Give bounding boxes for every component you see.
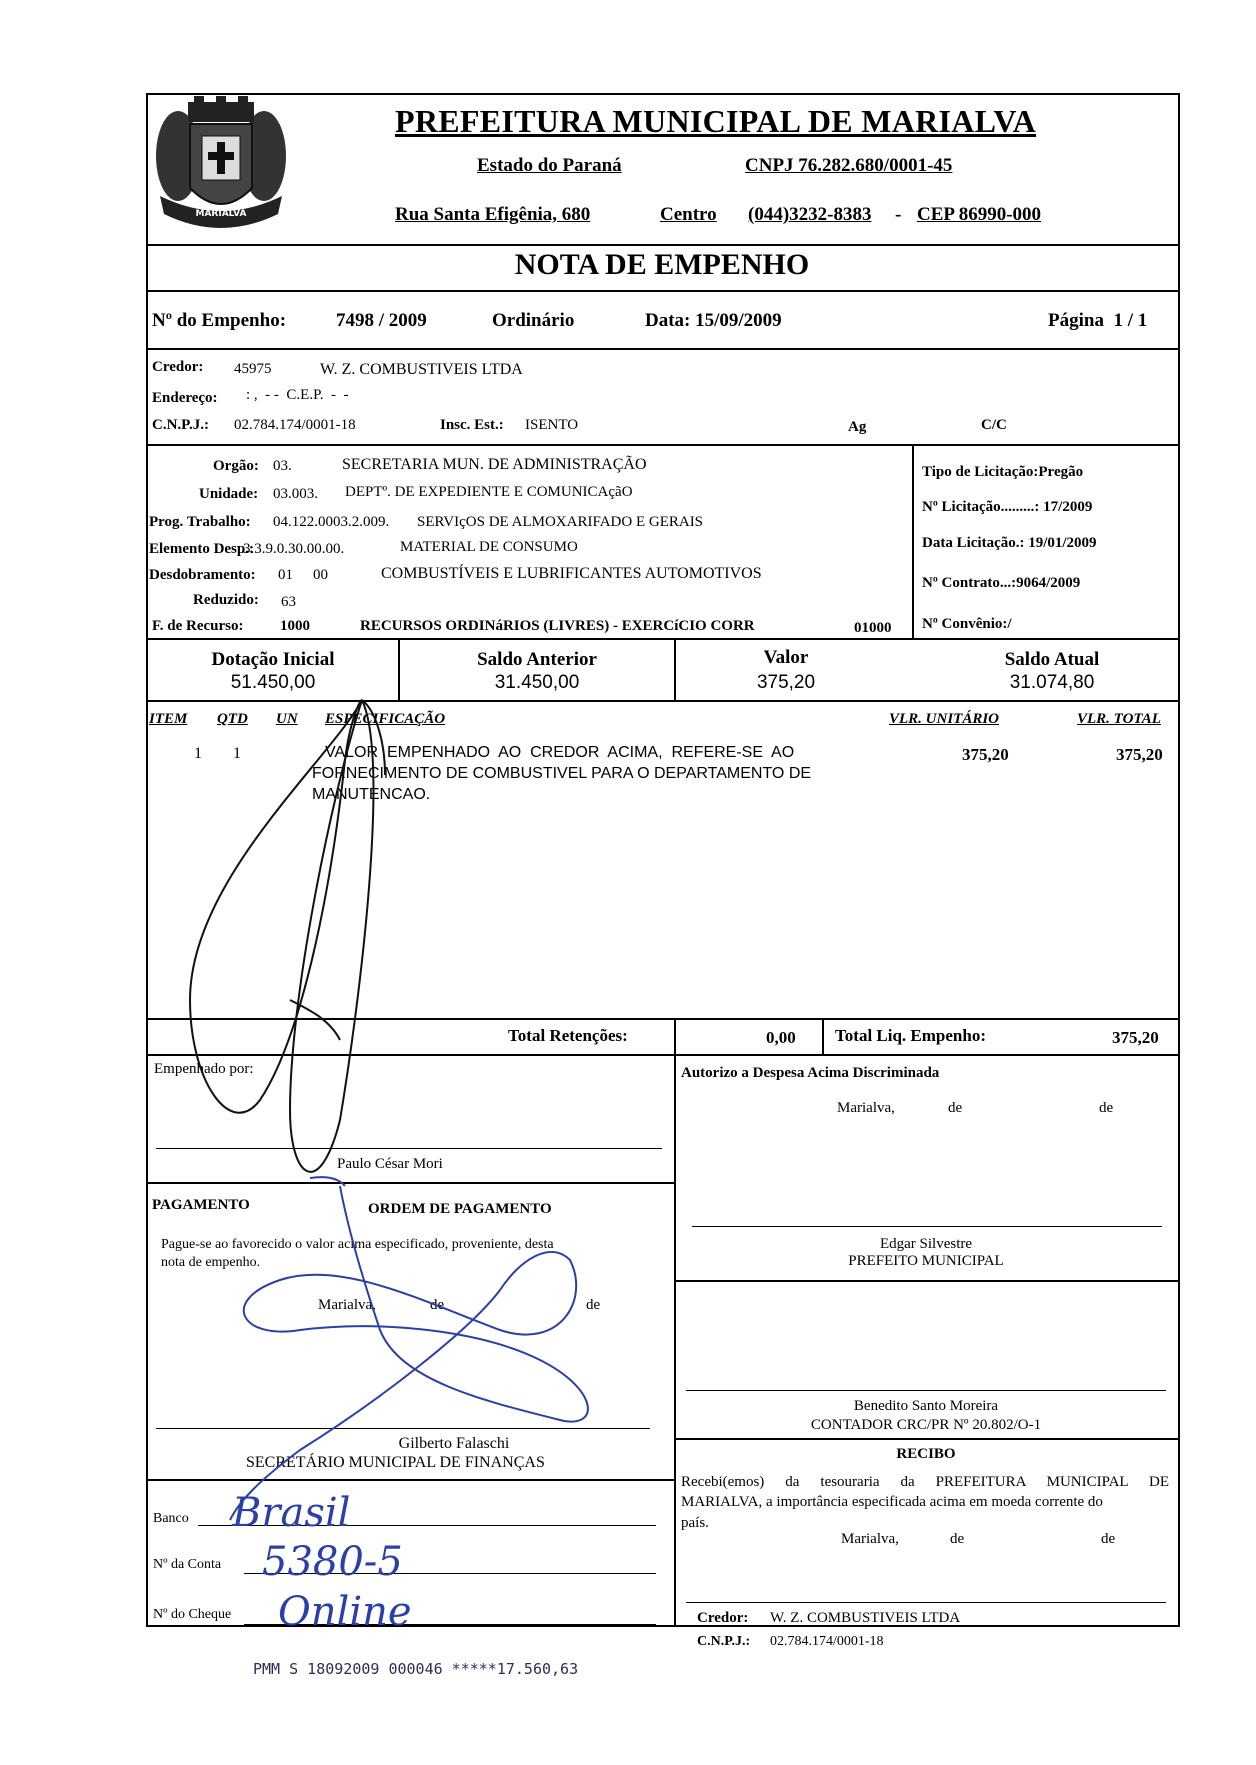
elemento-desc: MATERIAL DE CONSUMO bbox=[400, 539, 578, 555]
document-title: NOTA DE EMPENHO bbox=[514, 248, 810, 281]
orgao-label: Orgão: bbox=[213, 458, 259, 474]
recibo-cnpj-value: 02.784.174/0001-18 bbox=[770, 1634, 884, 1649]
licitacao-data: Data Licitação.: 19/01/2009 bbox=[922, 535, 1097, 551]
pagamento-de1: de bbox=[430, 1297, 445, 1313]
recurso-num: 01000 bbox=[854, 620, 892, 636]
cnpj-label: CNPJ 76.282.680/0001-45 bbox=[745, 155, 953, 176]
unidade-desc: DEPTº. DE EXPEDIENTE E COMUNICAçãO bbox=[345, 484, 633, 500]
item-desc-line1: VALOR EMPENHADO AO CREDOR ACIMA, REFERE-SE AO bbox=[325, 744, 795, 761]
licitacao-numero: Nº Licitação.........: 17/2009 bbox=[922, 499, 1093, 515]
recibo-cnpj-label: C.N.P.J.: bbox=[697, 1634, 751, 1649]
valor-label: Valor bbox=[763, 647, 809, 668]
banco-handwriting: Brasil bbox=[232, 1490, 351, 1536]
col-item: ITEM bbox=[149, 711, 188, 727]
empenhado-label: Empenhado por: bbox=[154, 1061, 254, 1077]
recibo-city: Marialva, bbox=[841, 1531, 899, 1547]
col-vlr-total: VLR. TOTAL bbox=[1077, 711, 1161, 727]
recibo-text-line3: país. bbox=[681, 1515, 709, 1531]
empenho-label: Nº do Empenho: bbox=[152, 310, 287, 331]
cheque-label: Nº do Cheque bbox=[153, 1607, 232, 1622]
insc-value: ISENTO bbox=[525, 417, 579, 433]
elemento-code: 3.3.9.0.30.00.00. bbox=[243, 541, 345, 557]
pagamento-de2: de bbox=[586, 1297, 601, 1313]
retencoes-value: 0,00 bbox=[766, 1028, 796, 1047]
page-number: Página 1 / 1 bbox=[1048, 310, 1148, 331]
valor-value: 375,20 bbox=[756, 672, 816, 693]
orgao-desc: SECRETARIA MUN. DE ADMINISTRAÇÃO bbox=[342, 456, 647, 473]
autorizo-city: Marialva, bbox=[837, 1100, 895, 1116]
ag-label: Ag bbox=[848, 419, 867, 435]
autorizo-de1: de bbox=[948, 1100, 963, 1116]
address-field-value: : , - - C.E.P. - - bbox=[246, 387, 349, 403]
credor-name: W. Z. COMBUSTIVEIS LTDA bbox=[320, 361, 523, 378]
autorizo-de2: de bbox=[1099, 1100, 1114, 1116]
contador-role: CONTADOR CRC/PR Nº 20.802/O-1 bbox=[810, 1417, 1042, 1433]
recurso-code: 1000 bbox=[280, 618, 310, 634]
district-label: Centro bbox=[660, 204, 717, 225]
cc-label: C/C bbox=[981, 417, 1007, 433]
phone-label: (044)3232-8383 bbox=[748, 204, 872, 225]
address-field-label: Endereço: bbox=[152, 390, 218, 406]
licitacao-convenio: Nº Convênio:/ bbox=[922, 616, 1012, 632]
pagamento-city: Marialva, bbox=[318, 1297, 376, 1313]
footer-stamp: PMM S 18092009 000046 *****17.560,63 bbox=[253, 1660, 579, 1678]
recurso-label: F. de Recurso: bbox=[152, 618, 244, 634]
elemento-label: Elemento Desp.: bbox=[149, 541, 254, 557]
reduzido-value: 63 bbox=[281, 594, 296, 610]
pagamento-label: PAGAMENTO bbox=[152, 1197, 250, 1213]
empenho-type: Ordinário bbox=[492, 310, 575, 331]
recibo-de1: de bbox=[950, 1531, 965, 1547]
desdob-label: Desdobramento: bbox=[149, 567, 256, 583]
item-desc-line3: MANUTENCAO. bbox=[312, 786, 431, 803]
recibo-label: RECIBO bbox=[896, 1446, 956, 1462]
desdob-desc: COMBUSTÍVEIS E LUBRIFICANTES AUTOMOTIVOS bbox=[381, 565, 762, 582]
dotacao-label: Dotação Inicial bbox=[211, 649, 335, 670]
item-total-price: 375,20 bbox=[1116, 745, 1163, 764]
saldo-atual-value: 31.074,80 bbox=[1009, 672, 1095, 693]
prog-code: 04.122.0003.2.009. bbox=[273, 514, 390, 530]
saldo-anterior-value: 31.450,00 bbox=[494, 672, 580, 693]
conta-handwriting: 5380-5 bbox=[262, 1539, 403, 1585]
col-un: UN bbox=[276, 711, 298, 727]
item-qtd: 1 bbox=[233, 745, 241, 762]
svg-text:MARIALVA: MARIALVA bbox=[195, 209, 247, 219]
insc-label: Insc. Est.: bbox=[440, 417, 504, 433]
item-unit-price: 375,20 bbox=[962, 745, 1009, 764]
licitacao-contrato: Nº Contrato...:9064/2009 bbox=[922, 575, 1081, 591]
unidade-label: Unidade: bbox=[199, 486, 259, 502]
item-desc-line2: FORNECIMENTO DE COMBUSTIVEL PARA O DEPARTAMENTO DE bbox=[312, 765, 812, 782]
credor-code: 45975 bbox=[234, 361, 272, 377]
prog-desc: SERVIçOS DE ALMOXARIFADO E GERAIS bbox=[417, 514, 704, 530]
orgao-code: 03. bbox=[273, 458, 292, 474]
cheque-handwriting: Online bbox=[278, 1589, 412, 1635]
conta-label: Nº da Conta bbox=[153, 1557, 222, 1572]
coat-of-arms-icon bbox=[150, 96, 292, 244]
cep-label: CEP 86990-000 bbox=[917, 204, 1042, 225]
recibo-text-line2: MARIALVA, a importância especificada acima em moeda corrente do bbox=[681, 1494, 1103, 1510]
state-label: Estado do Paraná bbox=[477, 155, 622, 176]
empenhado-signer: Paulo César Mori bbox=[337, 1156, 443, 1172]
credor-cnpj-label: C.N.P.J.: bbox=[152, 417, 209, 433]
address-label: Rua Santa Efigênia, 680 bbox=[395, 204, 591, 225]
empenho-date: Data: 15/09/2009 bbox=[645, 310, 782, 331]
recurso-desc: RECURSOS ORDINáRIOS (LIVRES) - EXERCíCIO CORR bbox=[360, 618, 755, 634]
col-especificacao: ESPECIFICAÇÃO bbox=[325, 711, 446, 727]
prog-label: Prog. Trabalho: bbox=[149, 514, 251, 530]
saldo-atual-label: Saldo Atual bbox=[1004, 649, 1100, 670]
prefeito-role: PREFEITO MUNICIPAL bbox=[848, 1253, 1004, 1269]
page-title: PREFEITURA MUNICIPAL DE MARIALVA bbox=[395, 103, 1037, 139]
licitacao-tipo: Tipo de Licitação:Pregão bbox=[922, 464, 1084, 480]
recibo-credor-name: W. Z. COMBUSTIVEIS LTDA bbox=[770, 1610, 961, 1626]
retencoes-label: Total Retenções: bbox=[508, 1026, 628, 1045]
cep-separator: - bbox=[895, 204, 902, 225]
saldo-anterior-label: Saldo Anterior bbox=[477, 649, 597, 670]
credor-cnpj-value: 02.784.174/0001-18 bbox=[234, 417, 356, 433]
autorizo-label: Autorizo a Despesa Acima Discriminada bbox=[681, 1065, 940, 1081]
empenho-number: 7498 / 2009 bbox=[336, 310, 427, 331]
desdob-code2: 00 bbox=[313, 567, 328, 583]
prefeito-name: Edgar Silvestre bbox=[879, 1236, 973, 1252]
contador-name: Benedito Santo Moreira bbox=[853, 1398, 999, 1414]
gilberto-role: SECRETÁRIO MUNICIPAL DE FINANÇAS bbox=[246, 1454, 545, 1471]
unidade-code: 03.003. bbox=[273, 486, 318, 502]
item-number: 1 bbox=[194, 745, 202, 762]
credor-label: Credor: bbox=[152, 359, 204, 375]
liq-empenho-value: 375,20 bbox=[1112, 1028, 1159, 1047]
col-qtd: QTD bbox=[217, 711, 248, 727]
liq-empenho-label: Total Liq. Empenho: bbox=[835, 1026, 986, 1045]
pagamento-text-line1: Pague-se ao favorecido o valor acima especificado, proveniente, desta bbox=[161, 1237, 554, 1252]
recibo-de2: de bbox=[1101, 1531, 1116, 1547]
municipal-seal bbox=[150, 96, 292, 244]
pagamento-text-line2: nota de empenho. bbox=[161, 1255, 261, 1270]
gilberto-name: Gilberto Falaschi bbox=[398, 1435, 510, 1452]
desdob-code1: 01 bbox=[278, 567, 293, 583]
recibo-credor-label: Credor: bbox=[697, 1610, 749, 1626]
dotacao-value: 51.450,00 bbox=[230, 672, 316, 693]
ordem-pagamento-label: ORDEM DE PAGAMENTO bbox=[368, 1201, 552, 1217]
recibo-text-line1: Recebi(emos) da tesouraria da PREFEITURA MUNICIPAL DE bbox=[681, 1474, 1169, 1490]
banco-label: Banco bbox=[153, 1511, 189, 1526]
col-vlr-unitario: VLR. UNITÁRIO bbox=[889, 711, 1000, 727]
reduzido-label: Reduzido: bbox=[193, 592, 259, 608]
